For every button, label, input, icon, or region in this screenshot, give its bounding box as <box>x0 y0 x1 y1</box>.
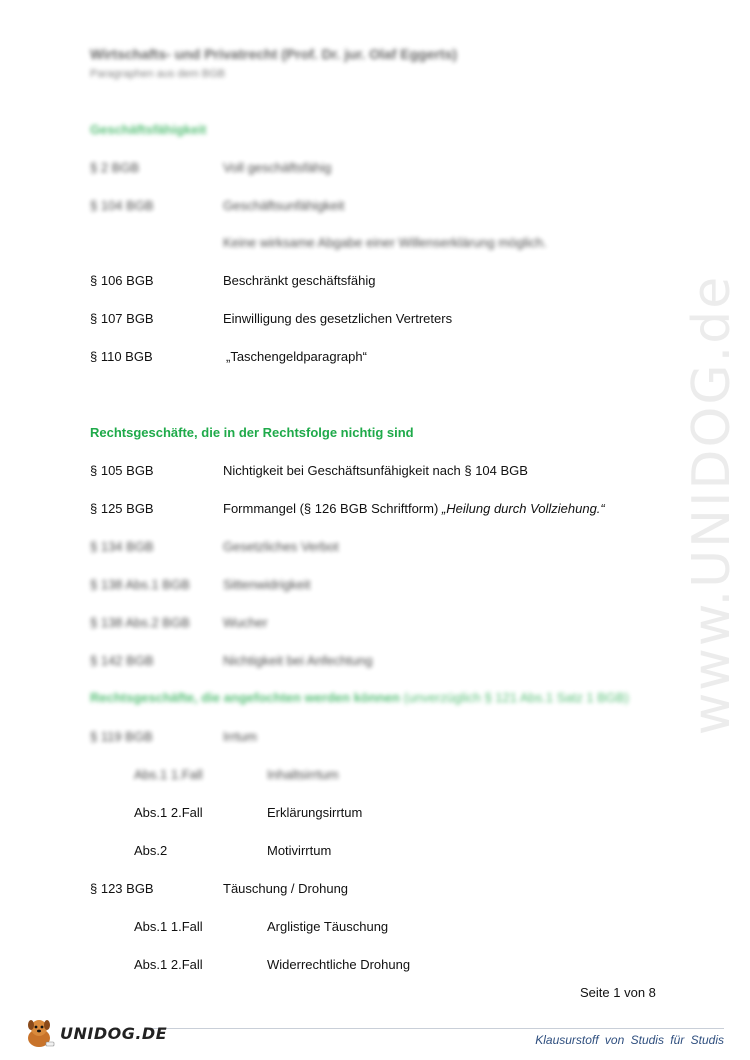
paragraph-desc: Einwilligung des gesetzlichen Vertreters <box>223 311 453 326</box>
footer-divider <box>150 1028 724 1029</box>
paragraph-desc: Nichtigkeit bei Geschäftsunfähigkeit nach § 104 BGB <box>223 463 528 478</box>
paragraph-desc-text: Formmangel (§ 126 BGB Schriftform) <box>223 501 439 516</box>
sub-ref: Abs.1 2.Fall <box>134 805 203 820</box>
sub-desc: Widerrechtliche Drohung <box>267 957 411 972</box>
section-heading-geschaeftsfaehigkeit: Geschäftsfähigkeit <box>90 122 207 137</box>
paragraph-desc: Irrtum <box>223 729 257 744</box>
paragraph-desc: Wucher <box>223 615 268 630</box>
sub-desc: Arglistige Täuschung <box>267 919 389 934</box>
sub-desc: Erklärungsirrtum <box>267 805 363 820</box>
paragraph-desc: Gesetzliches Verbot <box>223 539 339 554</box>
sub-desc: Motivirrtum <box>267 843 332 858</box>
paragraph-desc: „Taschengeldparagraph“ <box>226 349 367 364</box>
paragraph-ref: § 119 BGB <box>90 729 153 744</box>
section-heading-text: Rechtsgeschäfte, die angefochten werden können <box>90 690 400 705</box>
paragraph-ref: § 110 BGB <box>90 349 153 364</box>
section-heading-note: (unverzüglich § 121 Abs.1 Satz 1 BGB) <box>403 690 629 705</box>
paragraph-ref: § 123 BGB <box>90 881 154 896</box>
document-title: Wirtschafts- und Privatrecht (Prof. Dr. jur. Olaf Eggerts) <box>90 46 458 62</box>
logo-text: UNIDOG.DE <box>60 1023 168 1043</box>
paragraph-ref: § 2 BGB <box>90 160 140 175</box>
footer-slogan: Klausurstoff von Studis für Studis <box>535 1033 724 1047</box>
sub-desc: Inhaltsirrtum <box>267 767 339 782</box>
section-heading-anfechtbar <box>90 690 629 705</box>
paragraph-ref: § 142 BGB <box>90 653 154 668</box>
dog-mascot-icon <box>22 1016 56 1050</box>
sub-ref: Abs.1 2.Fall <box>134 957 203 972</box>
watermark-text: www.UNIDOG.de <box>682 274 742 736</box>
paragraph-desc <box>223 501 605 516</box>
sub-ref: Abs.1 1.Fall <box>134 767 203 782</box>
paragraph-ref: § 106 BGB <box>90 273 154 288</box>
page-number: Seite 1 von 8 <box>580 985 656 1000</box>
paragraph-desc: Keine wirksame Abgabe einer Willenserklärung möglich. <box>223 235 547 250</box>
paragraph-ref: § 134 BGB <box>90 539 154 554</box>
paragraph-desc: Täuschung / Drohung <box>223 881 349 896</box>
paragraph-ref: § 104 BGB <box>90 198 154 213</box>
paragraph-desc-italic: „Heilung durch Vollziehung.“ <box>441 501 605 516</box>
section-heading-nichtig: Rechtsgeschäfte, die in der Rechtsfolge nichtig sind <box>90 425 414 440</box>
paragraph-ref: § 138 Abs.1 BGB <box>90 577 190 592</box>
paragraph-desc: Sittenwidrigkeit <box>223 577 311 592</box>
paragraph-desc: Geschäftsunfähigkeit <box>223 198 345 213</box>
paragraph-ref: § 125 BGB <box>90 501 154 516</box>
unidog-logo <box>22 1015 167 1051</box>
paragraph-ref: § 138 Abs.2 BGB <box>90 615 190 630</box>
document-subtitle: Paragraphen aus dem BGB <box>90 68 226 80</box>
paragraph-ref: § 107 BGB <box>90 311 154 326</box>
sub-ref: Abs.1 1.Fall <box>134 919 203 934</box>
paragraph-desc: Nichtigkeit bei Anfechtung <box>223 653 373 668</box>
paragraph-desc: Voll geschäftsfähig <box>223 160 332 175</box>
paragraph-ref: § 105 BGB <box>90 463 154 478</box>
paragraph-desc: Beschränkt geschäftsfähig <box>223 273 376 288</box>
sub-ref: Abs.2 <box>134 843 168 858</box>
